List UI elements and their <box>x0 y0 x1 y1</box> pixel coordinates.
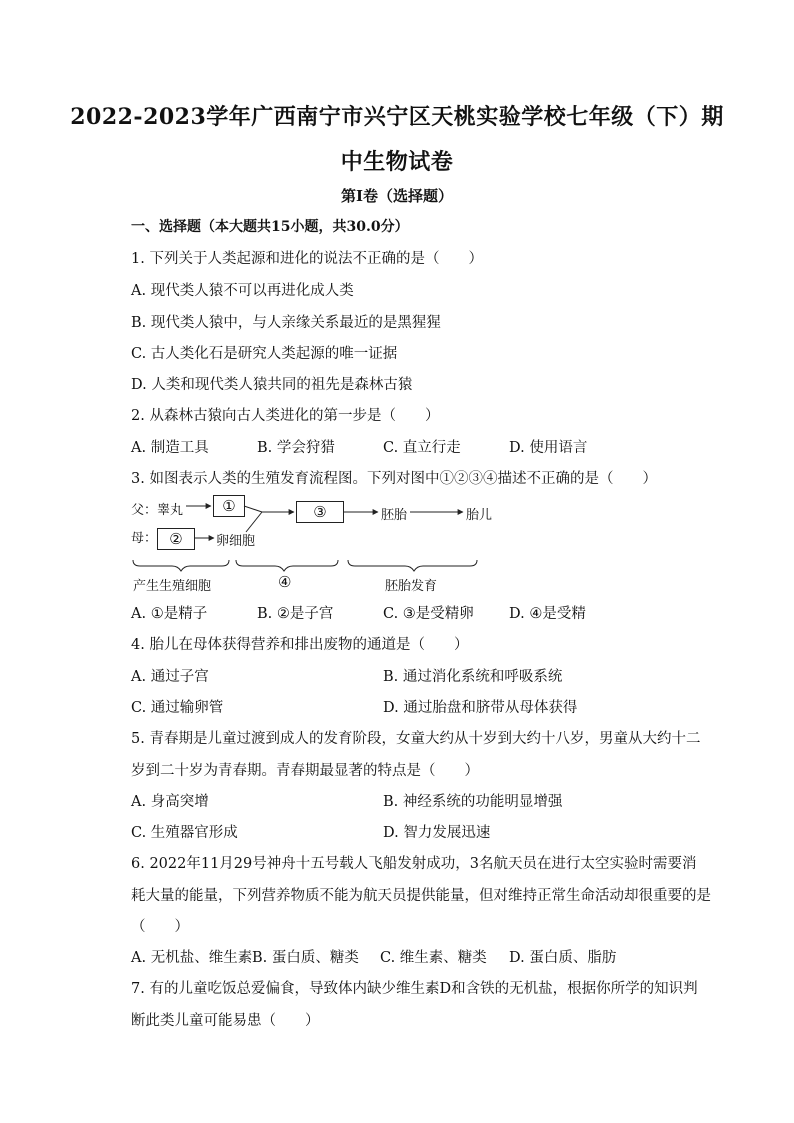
part-heading: 第I卷（选择题） <box>340 187 454 205</box>
box-3: ③ <box>296 501 344 523</box>
question-3-stem: 3. 如图表示人类的生殖发育流程图。下列对图中①②③④描述不正确的是（ ） <box>131 471 657 487</box>
father-label: 父：睾丸 <box>131 503 184 518</box>
box-2: ② <box>157 528 195 550</box>
question-5-option-c: C. 生殖器官形成 <box>131 825 238 841</box>
join-egg-to-3 <box>246 512 262 532</box>
brace-4 <box>236 560 338 571</box>
question-3-option-d: D. ④是受精 <box>509 606 586 622</box>
question-1-option-b: B. 现代类人猿中，与人亲缘关系最近的是黑猩猩 <box>131 315 441 331</box>
question-2-option-b: B. 学会狩猎 <box>257 440 335 456</box>
brace-3 <box>348 560 477 571</box>
question-6-option-d: D. 蛋白质、脂肪 <box>509 950 617 966</box>
question-5-option-d: D. 智力发展迅速 <box>383 825 491 841</box>
brace-label-4: ④ <box>278 573 292 591</box>
question-1-option-a: A. 现代类人猿不可以再进化成人类 <box>131 283 354 299</box>
question-5-stem-line1: 5. 青春期是儿童过渡到成人的发育阶段，女童大约从十岁到大约十八岁，男童从大约十二 <box>131 731 701 747</box>
question-4-option-b: B. 通过消化系统和呼吸系统 <box>383 669 563 685</box>
question-4-stem: 4. 胎儿在母体获得营养和排出废物的通道是（ ） <box>131 637 469 653</box>
box-1: ① <box>213 495 245 517</box>
section-heading: 一、选择题（本大题共15小题，共30.0分） <box>131 219 409 235</box>
exam-title-line2: 中生物试卷 <box>340 149 454 175</box>
question-2-option-a: A. 制造工具 <box>131 440 209 456</box>
embryo-label: 胚胎 <box>381 508 408 523</box>
mother-label: 母： <box>131 531 158 546</box>
question-1-stem: 1. 下列关于人类起源和进化的说法不正确的是（ ） <box>131 251 483 267</box>
brace-1 <box>133 560 229 571</box>
question-7-stem-line1: 7. 有的儿童吃饭总爱偏食，导致体内缺少维生素D和含铁的无机盐，根据你所学的知识判 <box>131 981 698 997</box>
join-1-to-3 <box>244 506 262 512</box>
egg-label: 卵细胞 <box>216 534 256 549</box>
question-2-option-c: C. 直立行走 <box>383 440 461 456</box>
question-3-option-a: A. ①是精子 <box>131 606 208 622</box>
question-1-option-d: D. 人类和现代类人猿共同的祖先是森林古猿 <box>131 377 413 393</box>
question-7-stem-line2: 断此类儿童可能易患（ ） <box>131 1013 320 1029</box>
question-6-option-c: C. 维生素、糖类 <box>380 950 487 966</box>
question-2-stem: 2. 从森林古猿向古人类进化的第一步是（ ） <box>131 408 440 424</box>
fetus-label: 胎儿 <box>466 508 493 523</box>
question-5-option-b: B. 神经系统的功能明显增强 <box>383 794 563 810</box>
question-6-stem-line2: 耗大量的能量，下列营养物质不能为航天员提供能量，但对维持正常生命活动却很重要的是 <box>131 888 711 904</box>
brace-label-3: 胚胎发育 <box>385 579 438 594</box>
question-6-stem-line1: 6. 2022年11月29号神舟十五号载人飞船发射成功，3名航天员在进行太空实验时需要消 <box>131 856 697 872</box>
question-6-option-b: B. 蛋白质、糖类 <box>252 950 359 966</box>
question-4-option-a: A. 通过子宫 <box>131 669 209 685</box>
question-6-stem-line3: （ ） <box>131 919 189 935</box>
exam-title-line1: 2022-2023学年广西南宁市兴宁区天桃实验学校七年级（下）期 <box>70 104 724 130</box>
question-3-option-c: C. ③是受精卵 <box>383 606 474 622</box>
question-5-option-a: A. 身高突增 <box>131 794 209 810</box>
question-3-option-b: B. ②是子宫 <box>257 606 334 622</box>
question-2-option-d: D. 使用语言 <box>509 440 588 456</box>
question-6-option-a: A. 无机盐、维生素 <box>131 950 253 966</box>
question-5-stem-line2: 岁到二十岁为青春期。青春期最显著的特点是（ ） <box>131 763 479 779</box>
question-4-option-c: C. 通过输卵管 <box>131 700 224 716</box>
question-1-option-c: C. 古人类化石是研究人类起源的唯一证据 <box>131 346 398 362</box>
brace-label-1: 产生生殖细胞 <box>133 579 212 594</box>
question-4-option-d: D. 通过胎盘和脐带从母体获得 <box>383 700 578 716</box>
